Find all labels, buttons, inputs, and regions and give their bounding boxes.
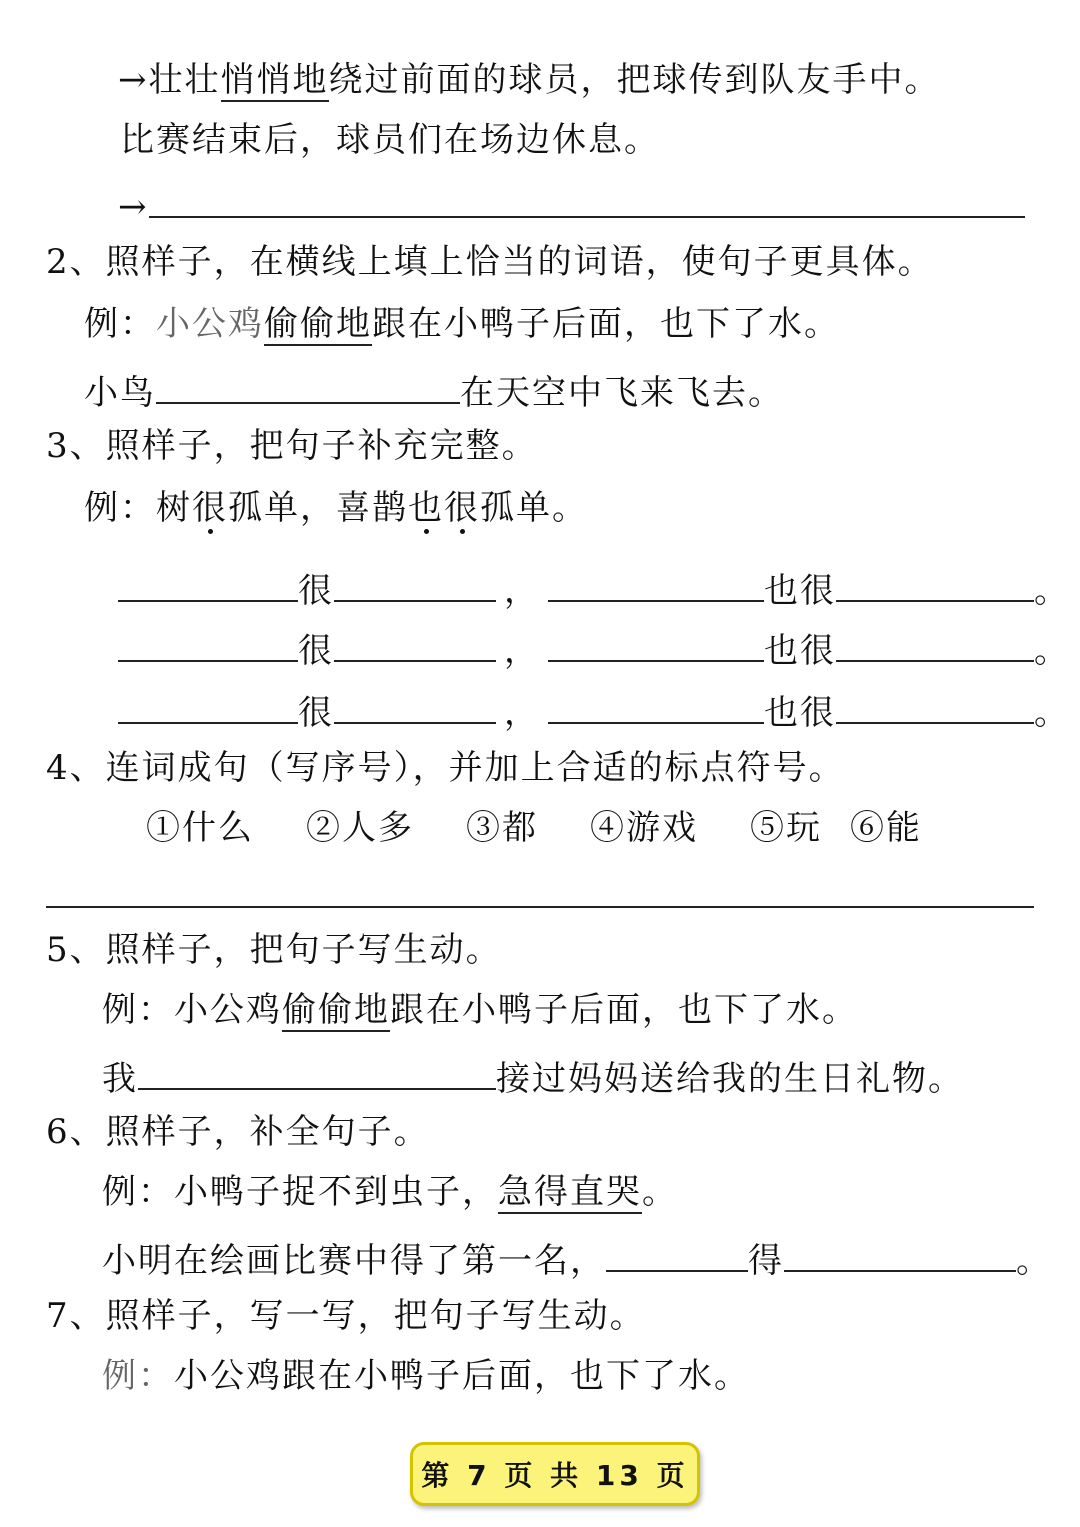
q3-blank[interactable] xyxy=(334,684,496,724)
q3-example xyxy=(84,486,588,530)
q6-title: 6、照样子，补全句子。 xyxy=(46,1112,430,1152)
q2-title: 2、照样子，在横线上填上恰当的词语，使句子更具体。 xyxy=(46,242,934,282)
q1-example-pre: 壮壮 xyxy=(148,60,221,100)
q3-period: 。 xyxy=(1034,571,1070,611)
q6-fill-post: 。 xyxy=(1016,1241,1052,1281)
q7-example xyxy=(102,1354,750,1398)
q1-answer-line xyxy=(118,178,1025,229)
q3-hen: 很 xyxy=(298,571,334,611)
arrow-icon: → xyxy=(118,187,149,227)
q6-example xyxy=(102,1170,678,1214)
q1-example-post: 绕过前面的球员，把球传到队友手中。 xyxy=(328,60,941,100)
q3-ex-f: 孤单。 xyxy=(480,488,588,528)
q3-comma: ， xyxy=(504,631,540,671)
q3-fill-row xyxy=(118,684,1070,735)
q3-fill-row xyxy=(118,622,1070,673)
q3-comma: ， xyxy=(504,693,540,733)
q2-fill-pre: 小鸟 xyxy=(84,373,156,413)
q6-example-post: 。 xyxy=(642,1172,678,1212)
q5-example-pre: 小公鸡 xyxy=(174,990,282,1030)
q4-options xyxy=(146,806,922,850)
q6-fill-blank[interactable] xyxy=(606,1232,748,1272)
q5-fill-pre: 我 xyxy=(102,1059,138,1099)
page-number-badge xyxy=(410,1442,700,1506)
q5-fill-blank[interactable] xyxy=(138,1050,496,1090)
q3-yehen: 也很 xyxy=(764,631,836,671)
q5-fill xyxy=(102,1050,964,1101)
q1-prompt: 比赛结束后，球员们在场边休息。 xyxy=(120,120,660,160)
q3-blank[interactable] xyxy=(118,684,298,724)
q4-option: ⑤玩 xyxy=(750,808,822,848)
q6-fill-blank[interactable] xyxy=(784,1232,1016,1272)
q3-yehen: 也很 xyxy=(764,693,836,733)
q3-blank[interactable] xyxy=(836,684,1034,724)
q3-fill-row xyxy=(118,562,1070,613)
q5-fill-post: 接过妈妈送给我的生日礼物。 xyxy=(496,1059,964,1099)
q5-example-post: 跟在小鸭子后面，也下了水。 xyxy=(390,990,858,1030)
q4-option: ⑥能 xyxy=(850,808,922,848)
q1-example-line xyxy=(118,58,941,102)
q3-ex-a: 树 xyxy=(156,488,192,528)
q6-fill-pre: 小明在绘画比赛中得了第一名， xyxy=(102,1241,606,1281)
page-number-label: 第 7 页 共 13 页 xyxy=(421,1459,689,1492)
q6-fill xyxy=(102,1232,1052,1283)
q3-hen: 很 xyxy=(298,693,334,733)
q3-blank[interactable] xyxy=(118,622,298,662)
q2-fill-blank[interactable] xyxy=(156,364,460,404)
q4-option: ③都 xyxy=(466,808,538,848)
q6-example-underlined: 急得直哭 xyxy=(498,1172,642,1212)
q3-ex-emphasis: 很 xyxy=(444,488,480,528)
q5-example xyxy=(102,988,858,1032)
q4-option: ①什么 xyxy=(146,808,254,848)
example-label: 例： xyxy=(102,1172,174,1212)
q3-period: 。 xyxy=(1034,631,1070,671)
q2-fill-post: 在天空中飞来飞去。 xyxy=(460,373,784,413)
example-label: 例： xyxy=(84,304,156,344)
q3-ex-emphasis: 很 xyxy=(192,488,228,528)
q6-fill-mid: 得 xyxy=(748,1241,784,1281)
q4-option: ②人多 xyxy=(306,808,414,848)
q3-blank[interactable] xyxy=(334,562,496,602)
q3-blank[interactable] xyxy=(836,622,1034,662)
q2-fill xyxy=(84,364,784,415)
q3-hen: 很 xyxy=(298,631,334,671)
q3-comma: ， xyxy=(504,571,540,611)
q3-blank[interactable] xyxy=(548,622,764,662)
q3-blank[interactable] xyxy=(548,562,764,602)
q3-yehen: 也很 xyxy=(764,571,836,611)
q3-title: 3、照样子，把句子补充完整。 xyxy=(46,426,538,466)
q1-answer-blank[interactable] xyxy=(149,178,1025,218)
q5-title: 5、照样子，把句子写生动。 xyxy=(46,930,502,970)
q2-example-underlined: 偷偷地 xyxy=(264,304,372,344)
q7-example-text: 小公鸡跟在小鸭子后面，也下了水。 xyxy=(174,1356,750,1396)
arrow-icon: → xyxy=(118,60,149,100)
q3-blank[interactable] xyxy=(836,562,1034,602)
q2-example xyxy=(84,302,840,346)
q6-example-pre: 小鸭子捉不到虫子， xyxy=(174,1172,498,1212)
q3-ex-c: 孤单，喜鹊 xyxy=(228,488,408,528)
q2-example-post: 跟在小鸭子后面，也下了水。 xyxy=(372,304,840,344)
q3-blank[interactable] xyxy=(118,562,298,602)
q4-option: ④游戏 xyxy=(590,808,698,848)
example-label: 例： xyxy=(102,990,174,1030)
q3-ex-emphasis: 也 xyxy=(408,488,444,528)
q7-title: 7、照样子，写一写，把句子写生动。 xyxy=(46,1296,646,1336)
q4-title: 4、连词成句（写序号），并加上合适的标点符号。 xyxy=(46,748,845,788)
q3-blank[interactable] xyxy=(548,684,764,724)
q3-blank[interactable] xyxy=(334,622,496,662)
q3-period: 。 xyxy=(1034,693,1070,733)
example-label: 例： xyxy=(102,1356,174,1396)
example-label: 例： xyxy=(84,488,156,528)
q1-example-underlined: 悄悄地 xyxy=(220,60,329,100)
q4-answer-line[interactable] xyxy=(46,906,1034,908)
q5-example-underlined: 偷偷地 xyxy=(282,990,390,1030)
q2-example-pre: 小公鸡 xyxy=(156,304,264,344)
